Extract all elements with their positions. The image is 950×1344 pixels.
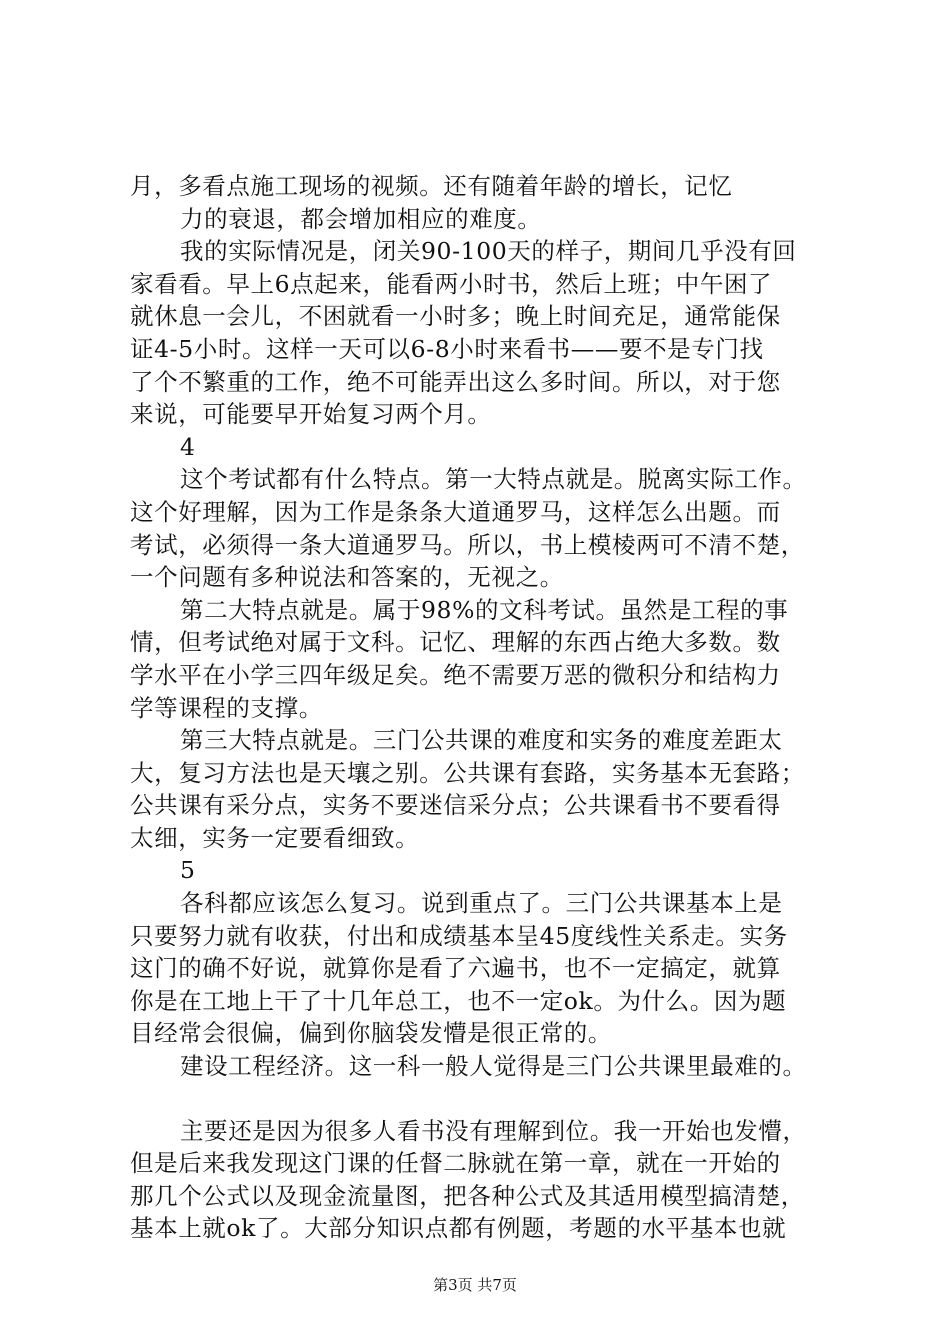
section-number: 5 [180,856,196,885]
text-line: 学等课程的支撑。 [130,693,323,722]
text-line: 大，复习方法也是天壤之别。公共课有套路，实务基本无套路； [130,758,805,787]
text-line: 那几个公式以及现金流量图，把各种公式及其适用模型搞清楚， [130,1181,805,1210]
text-line: 了个不繁重的工作，绝不可能弄出这么多时间。所以，对于您 [130,367,781,396]
paragraph-start: 各科都应该怎么复习。说到重点了。三门公共课基本上是 [180,889,783,918]
text-line: 就休息一会儿，不困就看一小时多；晚上时间充足，通常能保 [130,302,781,331]
page-footer [0,1275,950,1295]
text-line: 情，但考试绝对属于文科。记忆、理解的东西占绝大多数。数 [130,628,781,657]
paragraph-start: 主要还是因为很多人看书没有理解到位。我一开始也发懵， [180,1116,807,1145]
text-line: 基本上就ok了。大部分知识点都有例题，考题的水平基本也就 [130,1214,787,1243]
text-line: 力的衰退，都会增加相应的难度。 [180,204,542,233]
paragraph-gap [130,1083,840,1115]
text-line: 家看看。早上6点起来，能看两小时书，然后上班；中午困了 [130,269,773,298]
text-line: 考试，必须得一条大道通罗马。所以，书上模棱两可不清不楚， [130,530,805,559]
text-line: 这门的确不好说，就算你是看了六遍书，也不一定搞定，就算 [130,954,781,983]
page-number-label: 第3页 共7页 [433,1276,517,1294]
text-line: 目经常会很偏，偏到你脑袋发懵是很正常的。 [130,1019,612,1048]
section-number: 4 [180,432,196,461]
paragraph-start: 第二大特点就是。属于98%的文科考试。虽然是工程的事 [180,595,789,624]
text-line: 月，多看点施工现场的视频。还有随着年龄的增长，记忆 [130,172,733,200]
paragraph-start: 建设工程经济。这一科一般人觉得是三门公共课里最难的。 [180,1052,807,1081]
text-line: 太细，实务一定要看细致。 [130,823,420,852]
document-body [130,170,840,1245]
text-line: 一个问题有多种说法和答案的，无视之。 [130,563,564,592]
text-line: 证4-5小时。这样一天可以6-8小时来看书——要不是专门找 [130,334,764,363]
text-line: 你是在工地上干了十几年总工，也不一定ok。为什么。因为题 [130,986,787,1015]
text-line: 这个好理解，因为工作是条条大道通罗马，这样怎么出题。而 [130,497,781,526]
paragraph-start: 第三大特点就是。三门公共课的难度和实务的难度差距太 [180,726,783,755]
text-line: 但是后来我发现这门课的任督二脉就在第一章，就在一开始的 [130,1149,781,1178]
text-line: 来说，可能要早开始复习两个月。 [130,400,492,429]
text-line: 只要努力就有收获，付出和成绩基本呈45度线性关系走。实务 [130,921,788,950]
text-line: 学水平在小学三四年级足矣。绝不需要万恶的微积分和结构力 [130,660,781,689]
paragraph-start: 我的实际情况是，闭关90-100天的样子，期间几乎没有回 [180,237,797,266]
text-line: 公共课有采分点，实务不要迷信采分点；公共课看书不要看得 [130,791,781,820]
paragraph-start: 这个考试都有什么特点。第一大特点就是。脱离实际工作。 [180,465,807,494]
